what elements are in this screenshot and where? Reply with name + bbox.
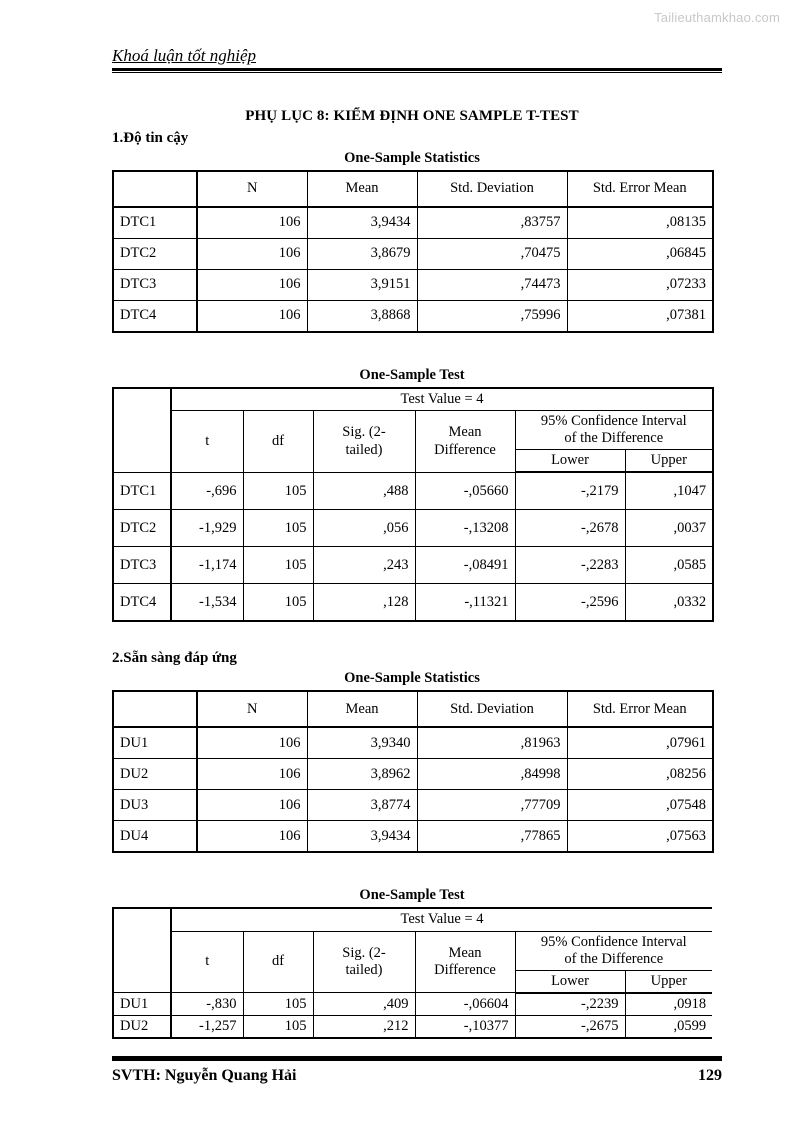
cell-df: 105 — [243, 510, 313, 547]
row-label: DTC4 — [113, 301, 197, 333]
cell-t: -1,929 — [171, 510, 243, 547]
ci-line-1: 95% Confidence Interval — [540, 933, 687, 950]
row-label: DU3 — [113, 790, 197, 821]
test-caption-1: One-Sample Test — [359, 367, 465, 383]
cell-sig: ,128 — [313, 584, 415, 622]
sig-line-1: Sig. (2- — [342, 944, 386, 961]
cell-ci-upper: ,0037 — [625, 510, 713, 547]
col-head-upper: Upper — [625, 450, 713, 473]
cell-ci-upper: ,0332 — [625, 584, 713, 622]
cell-t: -,830 — [171, 993, 243, 1016]
col-head-blank — [113, 691, 197, 727]
cell-se: ,08256 — [567, 759, 713, 790]
col-head-std-error-mean: Std. Error Mean — [567, 691, 713, 727]
cell-mean: 3,8679 — [307, 239, 417, 270]
cell-mean-difference: -,13208 — [415, 510, 515, 547]
header-rule — [112, 68, 722, 73]
cell-mean: 3,8774 — [307, 790, 417, 821]
col-head-std-deviation: Std. Deviation — [417, 691, 567, 727]
page-footer — [112, 1056, 722, 1085]
running-header — [112, 46, 722, 73]
spacer — [112, 333, 712, 367]
cell-n: 106 — [197, 727, 307, 759]
cell-sig: ,488 — [313, 472, 415, 510]
row-label: DTC2 — [113, 510, 171, 547]
cell-t: -,696 — [171, 472, 243, 510]
cell-mean-difference: -,06604 — [415, 993, 515, 1016]
test-value-header: Test Value = 4 — [171, 908, 712, 931]
test-caption-2: One-Sample Test — [359, 887, 465, 904]
cell-df: 105 — [243, 472, 313, 510]
spacer — [112, 622, 712, 650]
cell-ci-upper: ,1047 — [625, 472, 713, 510]
cell-ci-lower: -,2596 — [515, 584, 625, 622]
cell-n: 106 — [197, 270, 307, 301]
table-row — [113, 207, 713, 239]
mean-diff-line-1: Mean — [448, 424, 482, 441]
sig-line-1: Sig. (2- — [342, 424, 386, 441]
cell-se: ,06845 — [567, 239, 713, 270]
table-row — [113, 472, 713, 510]
col-head-mean-difference — [415, 931, 515, 993]
col-head-n: N — [197, 691, 307, 727]
cell-ci-lower: -,2675 — [515, 1015, 625, 1038]
col-head-confidence-interval — [515, 411, 713, 450]
cell-df: 105 — [243, 547, 313, 584]
cell-ci-lower: -,2283 — [515, 547, 625, 584]
cell-df: 105 — [243, 993, 313, 1016]
page-number: 129 — [698, 1067, 722, 1084]
cell-se: ,07548 — [567, 790, 713, 821]
col-head-lower: Lower — [515, 450, 625, 473]
one-sample-statistics-table-2 — [112, 690, 714, 853]
table-row — [113, 821, 713, 853]
site-watermark: Tailieuthamkhao.com — [654, 10, 780, 25]
table-row — [113, 270, 713, 301]
cell-ci-upper: ,0599 — [625, 1015, 712, 1038]
col-head-n: N — [197, 171, 307, 207]
cell-df: 105 — [243, 584, 313, 622]
row-label: DU1 — [113, 993, 171, 1016]
cell-mean-difference: -,08491 — [415, 547, 515, 584]
cell-sd: ,84998 — [417, 759, 567, 790]
cell-ci-upper: ,0918 — [625, 993, 712, 1016]
ci-line-1: 95% Confidence Interval — [540, 413, 687, 430]
cell-mean: 3,8962 — [307, 759, 417, 790]
cell-se: ,08135 — [567, 207, 713, 239]
cell-mean-difference: -,05660 — [415, 472, 515, 510]
col-head-t: t — [171, 931, 243, 993]
row-label: DTC1 — [113, 472, 171, 510]
row-label: DTC2 — [113, 239, 197, 270]
footer-author: SVTH: Nguyễn Quang Hải — [112, 1067, 297, 1084]
clipped-table-region — [112, 907, 712, 1039]
cell-mean: 3,9340 — [307, 727, 417, 759]
table-row — [113, 993, 712, 1016]
test-value-header-row — [113, 908, 712, 931]
cell-mean: 3,9434 — [307, 207, 417, 239]
one-sample-test-table-1 — [112, 387, 714, 622]
cell-n: 106 — [197, 239, 307, 270]
row-label: DTC3 — [113, 547, 171, 584]
cell-df: 105 — [243, 1015, 313, 1038]
spacer — [112, 853, 712, 887]
sig-line-2: tailed) — [345, 961, 383, 978]
row-label: DTC1 — [113, 207, 197, 239]
mean-diff-line-1: Mean — [448, 944, 482, 961]
cell-sd: ,77709 — [417, 790, 567, 821]
col-head-df: df — [243, 931, 313, 993]
cell-sig: ,212 — [313, 1015, 415, 1038]
mean-diff-line-2: Difference — [434, 961, 496, 978]
cell-ci-lower: -,2239 — [515, 993, 625, 1016]
document-body — [112, 108, 712, 1039]
col-head-df: df — [243, 411, 313, 473]
section-heading-1: 1.Độ tin cậy — [112, 130, 189, 146]
table-header-row — [113, 171, 713, 207]
test-column-header-row — [113, 931, 712, 970]
cell-n: 106 — [197, 759, 307, 790]
cell-ci-lower: -,2678 — [515, 510, 625, 547]
cell-mean: 3,9151 — [307, 270, 417, 301]
row-label: DU1 — [113, 727, 197, 759]
cell-t: -1,174 — [171, 547, 243, 584]
table-row — [113, 547, 713, 584]
col-head-std-error-mean: Std. Error Mean — [567, 171, 713, 207]
cell-se: ,07381 — [567, 301, 713, 333]
row-label: DTC4 — [113, 584, 171, 622]
ci-line-2: of the Difference — [564, 430, 664, 447]
cell-n: 106 — [197, 790, 307, 821]
stats-caption-1: One-Sample Statistics — [344, 150, 480, 166]
cell-ci-upper: ,0585 — [625, 547, 713, 584]
col-head-upper: Upper — [625, 970, 712, 993]
one-sample-statistics-table-1 — [112, 170, 714, 333]
col-head-t: t — [171, 411, 243, 473]
cell-n: 106 — [197, 821, 307, 853]
sig-line-2: tailed) — [345, 441, 383, 458]
row-label: DU2 — [113, 1015, 171, 1038]
col-head-sig — [313, 931, 415, 993]
col-head-sig — [313, 411, 415, 473]
row-label: DU4 — [113, 821, 197, 853]
row-label: DU2 — [113, 759, 197, 790]
page-title: PHỤ LỤC 8: KIỂM ĐỊNH ONE SAMPLE T-TEST — [245, 108, 579, 124]
one-sample-test-table-2 — [112, 907, 712, 1039]
row-label: DTC3 — [113, 270, 197, 301]
cell-sig: ,056 — [313, 510, 415, 547]
cell-sd: ,77865 — [417, 821, 567, 853]
cell-sd: ,70475 — [417, 239, 567, 270]
corner-blank-cell — [113, 388, 171, 472]
test-column-header-row — [113, 411, 713, 450]
cell-sd: ,83757 — [417, 207, 567, 239]
test-value-header-row — [113, 388, 713, 411]
cell-sig: ,409 — [313, 993, 415, 1016]
cell-sd: ,81963 — [417, 727, 567, 759]
cell-n: 106 — [197, 301, 307, 333]
cell-sd: ,75996 — [417, 301, 567, 333]
col-head-lower: Lower — [515, 970, 625, 993]
running-header-title: Khoá luận tốt nghiệp — [112, 46, 257, 65]
test-value-header: Test Value = 4 — [171, 388, 713, 411]
cell-se: ,07961 — [567, 727, 713, 759]
section-heading-2: 2.Sẵn sàng đáp ứng — [112, 650, 237, 667]
footer-rule — [112, 1056, 722, 1061]
table-row — [113, 790, 713, 821]
cell-ci-lower: -,2179 — [515, 472, 625, 510]
ci-line-2: of the Difference — [564, 950, 664, 967]
mean-diff-line-2: Difference — [434, 441, 496, 458]
table-row — [113, 584, 713, 622]
stats-caption-2: One-Sample Statistics — [344, 670, 480, 687]
cell-mean-difference: -,10377 — [415, 1015, 515, 1038]
cell-se: ,07233 — [567, 270, 713, 301]
corner-blank-cell — [113, 908, 171, 992]
table-header-row — [113, 691, 713, 727]
table-row — [113, 301, 713, 333]
table-row — [113, 759, 713, 790]
cell-n: 106 — [197, 207, 307, 239]
col-head-blank — [113, 171, 197, 207]
col-head-mean: Mean — [307, 691, 417, 727]
cell-t: -1,534 — [171, 584, 243, 622]
table-row — [113, 239, 713, 270]
cell-se: ,07563 — [567, 821, 713, 853]
col-head-mean-difference — [415, 411, 515, 473]
cell-sd: ,74473 — [417, 270, 567, 301]
cell-mean-difference: -,11321 — [415, 584, 515, 622]
table-row — [113, 1015, 712, 1038]
cell-mean: 3,9434 — [307, 821, 417, 853]
cell-sig: ,243 — [313, 547, 415, 584]
table-row — [113, 510, 713, 547]
col-head-confidence-interval — [515, 931, 712, 970]
cell-t: -1,257 — [171, 1015, 243, 1038]
col-head-std-deviation: Std. Deviation — [417, 171, 567, 207]
table-row — [113, 727, 713, 759]
col-head-mean: Mean — [307, 171, 417, 207]
cell-mean: 3,8868 — [307, 301, 417, 333]
